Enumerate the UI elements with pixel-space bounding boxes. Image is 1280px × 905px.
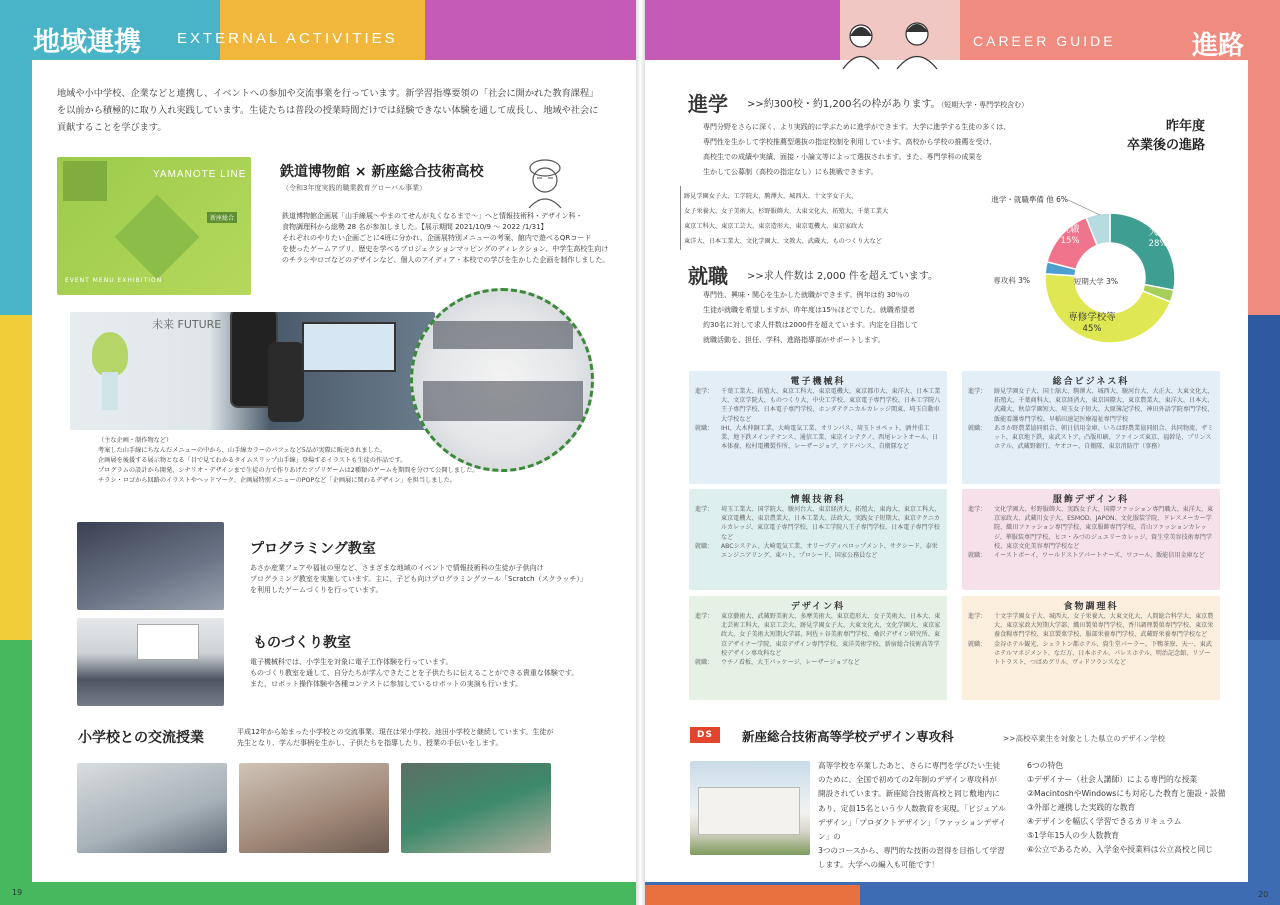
shushoku-line: 専門性、興味・関心を生かした就職ができます。例年は約 30％の bbox=[703, 291, 910, 299]
design-course-title: 新座総合技術高等学校デザイン専攻科 bbox=[742, 729, 954, 744]
shingaku-lead-note: （短期大学・専門学校含む） bbox=[940, 101, 1029, 109]
design-body-line: あり、定員15名という少人数教育を実現。「ビジュアル bbox=[818, 803, 1006, 813]
department-box bbox=[962, 489, 1220, 590]
department-shushoku-row bbox=[962, 640, 1220, 668]
right-page-number: 20 bbox=[1258, 890, 1269, 899]
row-label: 就職： bbox=[695, 659, 714, 667]
poster-badge: 新座総合 bbox=[207, 212, 237, 223]
department-name: 食物調理科 bbox=[1063, 602, 1119, 612]
monozukuri-line: ものづくり教室を通して、自分たちが学んできたことを子供たちに伝えることができる貴重な体験です。 bbox=[250, 669, 579, 677]
band-navy-right bbox=[1245, 315, 1280, 640]
pie-value-0: 28% bbox=[1148, 239, 1168, 249]
row-label: 進学： bbox=[695, 506, 714, 513]
department-name: 電子機械科 bbox=[790, 377, 846, 387]
pie-value-4: 15% bbox=[1060, 236, 1080, 246]
pie-value-2: 45% bbox=[1082, 324, 1102, 334]
department-box bbox=[689, 371, 947, 484]
poster-caption: EVENT MENU EXHIBITION bbox=[65, 277, 163, 284]
department-shushoku-row bbox=[962, 424, 1220, 452]
museum-photo-strip bbox=[70, 312, 435, 430]
railway-subtitle: （令和3年度実践的職業教育グローバル事業） bbox=[282, 184, 427, 192]
pie-label-5: 進学・就職準備 他 6% bbox=[991, 195, 1068, 204]
feature-item: ②MacintoshやWindowsにも対応した教育と施設・設備 bbox=[1027, 789, 1226, 798]
poster-photo bbox=[63, 161, 107, 201]
feature-item: ⑥公立であるため、入学金や授業料は公立高校と同じ bbox=[1027, 845, 1214, 854]
programming-line: プログラミング教室を実施しています。主に、子ども向けプログラミングツール「Scratch（スクラッチ）」 bbox=[250, 575, 587, 583]
pie-label-2: 専修学校等 bbox=[1068, 312, 1116, 323]
department-shushoku: 金谷ホテル観光、シェラトン都ホテル、資生堂パーラー、下鴨茶寮、天一、東武ホテルマネジメント、なだ万、日本ホテル、パレスホテル、明治記念館、リゾートトラスト、つばめグリル、ヴィドフランスなど bbox=[994, 640, 1212, 667]
department-shushoku: イーストボーイ、ワールドストアパートナーズ、ワコール、飯能信用金庫など bbox=[994, 552, 1205, 560]
left-header-title: 地域連携 bbox=[33, 27, 141, 58]
department-shingaku: 千葉工業大、拓殖大、東京工科大、東京電機大、東京都市大、東洋大、日本工業大、文京学院大、ものつくり大、中央工学校、東京電子専門学校、日本工学院八王子専門学校、日本電子専門学校、ホンダテクニカルカレッジ関東、埼玉自動車大学校など bbox=[721, 388, 941, 423]
shingaku-line: 高校生での成績や実績、面接・小論文等によって選抜されます。また、専門学科の成果を bbox=[703, 153, 983, 161]
row-label: 進学： bbox=[968, 388, 987, 395]
design-body-line: 開設されています。新座総合技術高校と同じ敷地内に bbox=[818, 789, 1000, 799]
schools-line: 東京工科大、東京工芸大、東京造形大、東京電機大、東京家政大 bbox=[684, 223, 864, 230]
shingaku-line: 専門性を生かして学校推薦型選抜の指定校制を利用しています。高校から学校の推薦を受け、 bbox=[703, 138, 997, 146]
department-shingaku-row bbox=[962, 612, 1220, 640]
row-label: 就職： bbox=[695, 424, 714, 432]
shingaku-body bbox=[703, 120, 1063, 180]
department-shushoku: ABCシステム、大崎電気工業、オリーブディベロップメント、サクシード、泰栄エンジニアリング、東ハト、プロシード、国家公務員など bbox=[721, 542, 938, 560]
future-sign: 未来 FUTURE bbox=[152, 318, 222, 331]
career-donut-chart bbox=[960, 180, 1220, 350]
row-label: 進学： bbox=[968, 613, 987, 620]
design-body-line: のために、全国で初めての2年制のデザイン専攻科が bbox=[818, 775, 997, 785]
programming-line: あさか産業フェアや福祉の里など、さまざまな地域のイベントで情報技術科の生徒が子供向け bbox=[250, 564, 544, 572]
row-label: 就職： bbox=[968, 640, 987, 648]
design-course-body bbox=[818, 759, 1013, 873]
department-shingaku: 十文字学園女子大、城西大、女子栄養大、大東文化大、人間総合科学大、東京農大、東京家政大短期大学部、織田製菓専門学校、香川調理製菓専門学校、東京栄養食糧専門学校、東京製菓学校、服部栄養専門学校、武蔵野栄養専門学校など bbox=[994, 613, 1214, 639]
pie-label-1: 短期大学 3% bbox=[1073, 277, 1118, 286]
shushoku-line: 約30名に対して求人件数は2000件を超えています。内定を目指して bbox=[703, 321, 919, 329]
department-box bbox=[689, 596, 947, 700]
right-header-title: 進路 bbox=[1192, 31, 1245, 61]
pie-label-3: 専攻科 3% bbox=[993, 276, 1030, 285]
design-features bbox=[1027, 759, 1242, 857]
shushoku-lead: >>求人件数は 2,000 件を超えています。 bbox=[747, 271, 938, 282]
intro-line: を以前から積極的に取り入れ実践しています。生徒たちは普段の授業時間だけでは経験できない体験を通して成長し、地域や社会に bbox=[57, 105, 599, 116]
programming-body bbox=[250, 563, 630, 596]
right-header-en: CAREER GUIDE bbox=[973, 33, 1116, 49]
department-shingaku: 文化学園大、杉野服飾大、実践女子大、国際ファッション専門職大、東洋大、東京家政大、武蔵川女子大、ESMOD、JAPON、文化服装学院、ドレスメーカー学院、織田ファッション専門学校、東京服飾専門学校、青山ファッションカレッジ、華服装専門学校、ヒコ・みづのジュエリーカレッジ、資生堂美容技術専門学校、東京文化美容専門学校など bbox=[994, 506, 1214, 550]
department-box bbox=[962, 596, 1220, 700]
shingaku-line: 生かして公募制（高校の指定なし）にも挑戦できます。 bbox=[703, 168, 878, 176]
schools-line: 東洋大、日本工業大、文化学園大、文教大、武蔵大、ものつくり大など bbox=[684, 238, 882, 245]
chart-title bbox=[1120, 117, 1205, 155]
intro-line: 地域や小中学校、企業などと連携し、イベントへの参加や交流事業を行っています。新学習指導要領の「社会に開かれた教育課程」 bbox=[57, 88, 599, 99]
department-shushoku: ウチノ看板、大王パッケージ、レーザージョブなど bbox=[721, 659, 860, 667]
design-body-line: 3つのコースから、専門的な技術の習得を目指して学習 bbox=[818, 846, 1005, 856]
programming-title: プログラミング教室 bbox=[250, 541, 376, 557]
band-purple-top bbox=[425, 0, 640, 60]
row-label: 進学： bbox=[695, 388, 714, 395]
department-shushoku-row bbox=[689, 424, 947, 452]
department-name: 服飾デザイン科 bbox=[1052, 495, 1130, 505]
design-body-line: デザイン」「プロダクトデザイン」「ファッションデザイン」の bbox=[818, 817, 1006, 842]
note-line: 企画展を後援する展示物となる「目で見てわかるタイムスリップ山手線」登場するイラストも生徒の作品です。 bbox=[98, 457, 407, 464]
students-row bbox=[433, 321, 573, 349]
exchange-photo-2 bbox=[239, 763, 389, 853]
shingaku-lead-text: >>約300校・約1,200名の枠があります。 bbox=[747, 99, 941, 110]
left-intro bbox=[57, 85, 627, 136]
left-page-number: 19 bbox=[12, 888, 23, 897]
department-shingaku-row bbox=[962, 505, 1220, 551]
department-shingaku-row bbox=[689, 505, 947, 542]
row-label: 就職： bbox=[968, 552, 987, 560]
row-label: 進学： bbox=[968, 506, 987, 513]
department-name: 総合ビジネス科 bbox=[1052, 377, 1130, 387]
design-body-line: 高等学校を卒業したあと、さらに専門を学びたい生徒 bbox=[818, 761, 1001, 770]
feature-item: ⑤1学年15人の少人数教育 bbox=[1027, 831, 1120, 840]
department-shingaku: 跡見学園女子大、国士舘大、駒澤大、城西大、駿河台大、大正大、大東文化大、拓殖大、千葉商科大、東京経済大、東京国際大、東京農業大、東洋大、日本大、武蔵大、秋草学園短大、埼玉女子短大、大原簿記学校、神田外語学院専門学校、飯能看護専門学校、早稲田速記医療福祉専門学校 bbox=[994, 388, 1214, 423]
poster-title: YAMANOTE LINE bbox=[153, 169, 247, 180]
row-label: 進学： bbox=[695, 613, 714, 620]
poster-graphic bbox=[115, 195, 200, 280]
shushoku-title: 就職 bbox=[688, 264, 728, 288]
department-name: デザイン科 bbox=[790, 602, 846, 612]
exchange-line: 先生となり、学んだ事柄を生かし、子供たちを指導したり、授業の手伝いをします。 bbox=[237, 739, 503, 747]
monozukuri-title: ものづくり教室 bbox=[253, 635, 351, 651]
railway-body-line: を使ったゲームアプリ、歴史を学べるプロジェクションマッピングのディレクション、中学生高校生向け bbox=[282, 245, 609, 253]
exchange-line: 平成12年から始まった小学校との交流事業。現在は栄小学校、池田小学校と継続しています。生徒が bbox=[237, 728, 554, 736]
shingaku-line: 専門分野をさらに深く、より実践的に学ぶために進学ができます。大学に進学する生徒の多くは、 bbox=[703, 123, 1011, 131]
monozukuri-photo bbox=[77, 618, 224, 706]
department-shushoku: あさか野農業協同組合、朝日信用金庫、いろは野農業協同組合、共同物流、ザミット、東京地下鉄、東武ストア、凸版印刷、ファインズ東京、福幹是、プリンスホテル、武蔵野銀行、ヤオコー、自衛隊、東京消防庁（事務） bbox=[994, 424, 1214, 451]
spine bbox=[636, 0, 645, 905]
pie-slice-0 bbox=[1110, 213, 1175, 290]
conductor-illustration-icon bbox=[515, 150, 575, 210]
monozukuri-body bbox=[250, 657, 630, 690]
department-box bbox=[689, 489, 947, 590]
schools-line: 跡見学園女子大、工学院大、駒澤大、城西大、十文字女子大、 bbox=[684, 193, 858, 200]
design-course-note: >>高校卒業生を対象とした県立のデザイン学校 bbox=[1003, 734, 1166, 743]
railway-body-line: それぞれのやりたい企画ごとに4班に分かれ、企画展特別メニューの考案、館内で遊べるQRコード bbox=[282, 234, 592, 242]
parfait-photo bbox=[92, 332, 128, 376]
railway-body-line: 鉄道博物館企画展「山手線展～やまのてせんが丸くなるまで～」へと情報技術科・デザイン科・ bbox=[282, 212, 583, 220]
row-label: 就職： bbox=[968, 424, 987, 432]
feature-item: ①デザイナー（社会人講師）による専門的な授業 bbox=[1027, 775, 1198, 784]
exchange-photo-3 bbox=[401, 763, 551, 853]
department-shingaku: 東京藝術大、武蔵野美術大、多摩美術大、東京造形大、女子美術大、日本大、東北芸術工科大、東京工芸大、跡見学園女子大、大東文化大、文化学園大、東京家政大、女子美術大短期大学部、阿佐ヶ谷美術専門学校、桑沢デザイン研究所、東京デザイナー学院、東京デザイン専門学校、東洋美術学校、新宿総合技術高等学校デザイン専攻科など bbox=[721, 613, 941, 657]
yamanote-poster bbox=[57, 157, 251, 295]
projection-screen bbox=[302, 322, 396, 372]
note-line: チラシ・ロゴから回路のイラストやヘッドマーク、企画展特別メニューのPOPなど「企画展に関わるデザイン」を担当しました。 bbox=[98, 477, 456, 484]
department-shingaku-row bbox=[689, 612, 947, 658]
railway-title: 鉄道博物館 × 新座総合技術高校 bbox=[280, 164, 484, 180]
department-shingaku-row bbox=[962, 387, 1220, 424]
design-body-line: します。大学への編入も可能です！ bbox=[818, 860, 939, 870]
department-shushoku-row bbox=[689, 542, 947, 560]
monozukuri-line: また、ロボット操作体験や各種コンテストに参加しているロボットの実演も行います。 bbox=[250, 680, 523, 688]
railway-body-line: 食物調理科から総勢 28 名が参加しました。【展示期間 2021/10/9 ～ 2022 /1/31】 bbox=[282, 223, 548, 231]
shingaku-schools bbox=[684, 189, 974, 249]
chart-title-line: 昨年度 bbox=[1165, 119, 1205, 134]
department-shushoku-row bbox=[962, 551, 1220, 560]
shingaku-title: 進学 bbox=[688, 92, 728, 116]
note-line: （主な企画・制作物など） bbox=[98, 437, 173, 444]
railway-body-line: のチラシやロゴなどのデザインなど、個人のアイディア・本校での学びを生かした企画を制作しました。 bbox=[282, 256, 610, 264]
intro-line: 貢献することを学びます。 bbox=[57, 122, 167, 133]
chart-title-line: 卒業後の進路 bbox=[1126, 138, 1205, 153]
exchange-photo-1 bbox=[77, 763, 227, 853]
department-shingaku: 埼玉工業大、国学院大、駿河台大、東京経済大、拓殖大、東海大、東京工科大、東京電機大、東京農業大、日本工業大、法政大、実践女子短期大、東京テクニカルカレッジ、東京電子専門学校、日本工学院八王子専門学校、日本電子専門学校など bbox=[721, 506, 941, 541]
pie-leader-line bbox=[1068, 200, 1100, 215]
features-title: 6つの特色 bbox=[1027, 761, 1064, 770]
band-orange-bottom bbox=[640, 885, 860, 905]
schools-divider bbox=[680, 186, 681, 250]
note-line: プログラムの設計から開発、シナリオ・デザインまで生徒の力で作りあげたアプリゲームは2種類のゲームを期間を分けて公開しました。 bbox=[98, 467, 479, 474]
exchange-body bbox=[237, 727, 632, 749]
programming-line: を利用したゲームづくりを行っています。 bbox=[250, 586, 383, 594]
department-name: 情報技術科 bbox=[790, 495, 846, 505]
exchange-title: 小学校との交流授業 bbox=[78, 730, 204, 746]
feature-item: ③外部と連携した実践的な教育 bbox=[1027, 803, 1136, 812]
students-illustration-icon bbox=[833, 14, 945, 70]
department-shushoku: IHI、大木伸銅工業、大崎電気工業、オリンパス、埼玉トヨペット、酒井重工業、地下鉄メインテナンス、通信工業、東京インテクノ、西尾レントオール、日本体養、松村電機製作所、レーザージョブ、アドバンス、自衛隊など bbox=[721, 424, 939, 451]
department-box bbox=[962, 371, 1220, 484]
schools-line: 女子栄養大、女子美術大、杉野服飾大、大東文化大、拓殖大、千葉工業大 bbox=[684, 208, 889, 215]
design-school-building-photo bbox=[690, 761, 810, 855]
left-header-en: EXTERNAL ACTIVITIES bbox=[177, 30, 398, 47]
band-purple-top-right bbox=[640, 0, 840, 60]
row-label: 就職： bbox=[695, 542, 714, 550]
programming-photo bbox=[77, 522, 224, 610]
building-shape bbox=[698, 787, 800, 835]
department-shingaku-row bbox=[689, 387, 947, 424]
pie-label-0: 大学 bbox=[1148, 227, 1168, 238]
railway-body bbox=[282, 211, 632, 266]
note-line: 考案した山手線にちなんだメニューの中から、山手線カラーのパフェなど5品が実際に販売されました。 bbox=[98, 447, 387, 454]
phone-photo-2 bbox=[268, 342, 304, 422]
students-row-2 bbox=[423, 381, 583, 421]
shingaku-lead bbox=[747, 95, 1028, 110]
shushoku-line: 就職活動を、担任、学科、進路指導部がサポートします。 bbox=[703, 336, 885, 344]
feature-item: ④デザインを幅広く学習できるカリキュラム bbox=[1027, 817, 1182, 826]
monozukuri-line: 電子機械科では、小学生を対象に電子工作体験を行っています。 bbox=[250, 658, 453, 666]
shushoku-line: 生徒が就職を希望しますが、昨年度は15％ほどでした。就職希望者 bbox=[703, 306, 915, 314]
shushoku-body bbox=[703, 288, 983, 348]
ds-logo-icon: DS bbox=[690, 727, 720, 743]
railway-notes bbox=[98, 436, 568, 486]
pie-label-4: 就職 bbox=[1060, 224, 1080, 235]
parfait-glass bbox=[102, 372, 118, 410]
presentation-screen bbox=[137, 624, 199, 660]
department-shushoku-row bbox=[689, 658, 947, 667]
